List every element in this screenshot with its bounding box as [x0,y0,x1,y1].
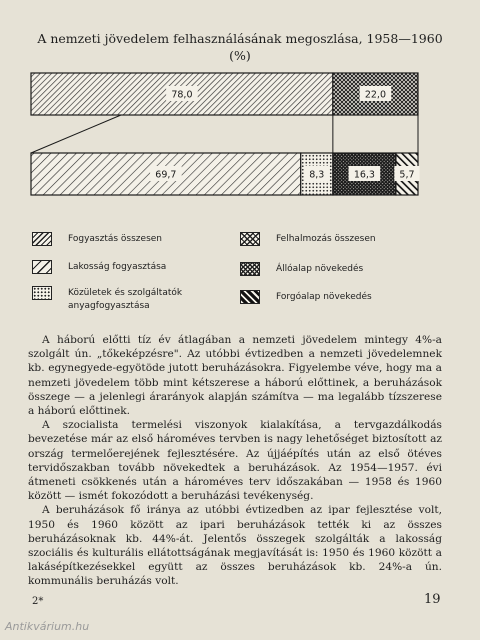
legend-swatch [240,290,260,304]
body-text [28,333,442,589]
legend-label [68,287,182,313]
watermark: Antikvárium.hu [5,620,90,633]
chart-subtitle: (%) [229,48,251,63]
connector-line [31,115,121,153]
data-label: 16,3 [353,169,375,181]
legend-label: Állóalap növekedés [276,264,364,274]
paragraph-3: A beruházások fő iránya az utóbbi évtizedben az ipar fejlesztése volt, 1950 és 1960 között az ipari beruházások tették ki az összes beruházásoknak kb. 44%-át. Jelentős összegek szolgálták a lakosság szociális és kulturális ellátottságának megjavítását is: 1950 és 1960 között a lakásépítkezésekkel együtt az összes beruházások kb. 24%-a ún. kommunális beruházás volt. [28,504,442,588]
legend-swatch [240,232,260,246]
legend-label-line-2: anyagfogyasztása [68,301,150,311]
data-label: 69,7 [155,169,177,181]
legend-swatch [32,260,52,274]
data-label: 5,7 [399,169,415,181]
legend-swatch [32,232,52,246]
legend-label-line-1: Közületek és szolgáltatók [68,288,183,298]
legend-label: Fogyasztás összesen [68,234,162,244]
data-label: 78,0 [171,89,193,101]
legend-label: Lakosság fogyasztása [68,262,167,272]
paragraph-1: A háború előtti tíz év átlagában a nemzeti jövedelem mintegy 4%-a szolgált ún. „tőkeképzésre". Az utóbbi évtizedben a nemzeti jövedelemnek kb. egynegyede-egyötöde jutott beruházásokra. Figyelembe véve, hogy ma a nemzeti jövedelem több mint kétszerese a háború előttinek, a beruházások összege — a jelenlegi árarányok alapján számítva — ma legalább tízszerese a háború előttinek. [28,334,442,418]
data-label: 22,0 [364,89,387,101]
signature-mark: 2* [32,596,44,607]
legend-swatch [32,286,52,300]
page-number: 19 [424,592,441,607]
legend-label: Felhalmozás összesen [276,234,376,244]
paragraph-2: A szocialista termelési viszonyok kialakítása, a tervgazdálkodás bevezetése már az első hároméves tervben is nagy lehetőséget biztosított az ország termelőerejének fejlesztésére. Az újjáépítés után az első ötéves tervidőszakban tovább növekedtek a beruházások. Az 1954—1957. évi átmeneti csökkenés után a hároméves terv időszakában — 1958 és 1960 között — ismét fokozódott a beruházási tevékenység. [28,419,442,503]
legend-swatch [240,262,260,276]
chart-title-main: A nemzeti jövedelem felhasználásának megoszlása, 1958—1960 [37,31,443,46]
data-label: 8,3 [309,169,325,181]
legend-label: Forgóalap növekedés [276,292,372,302]
